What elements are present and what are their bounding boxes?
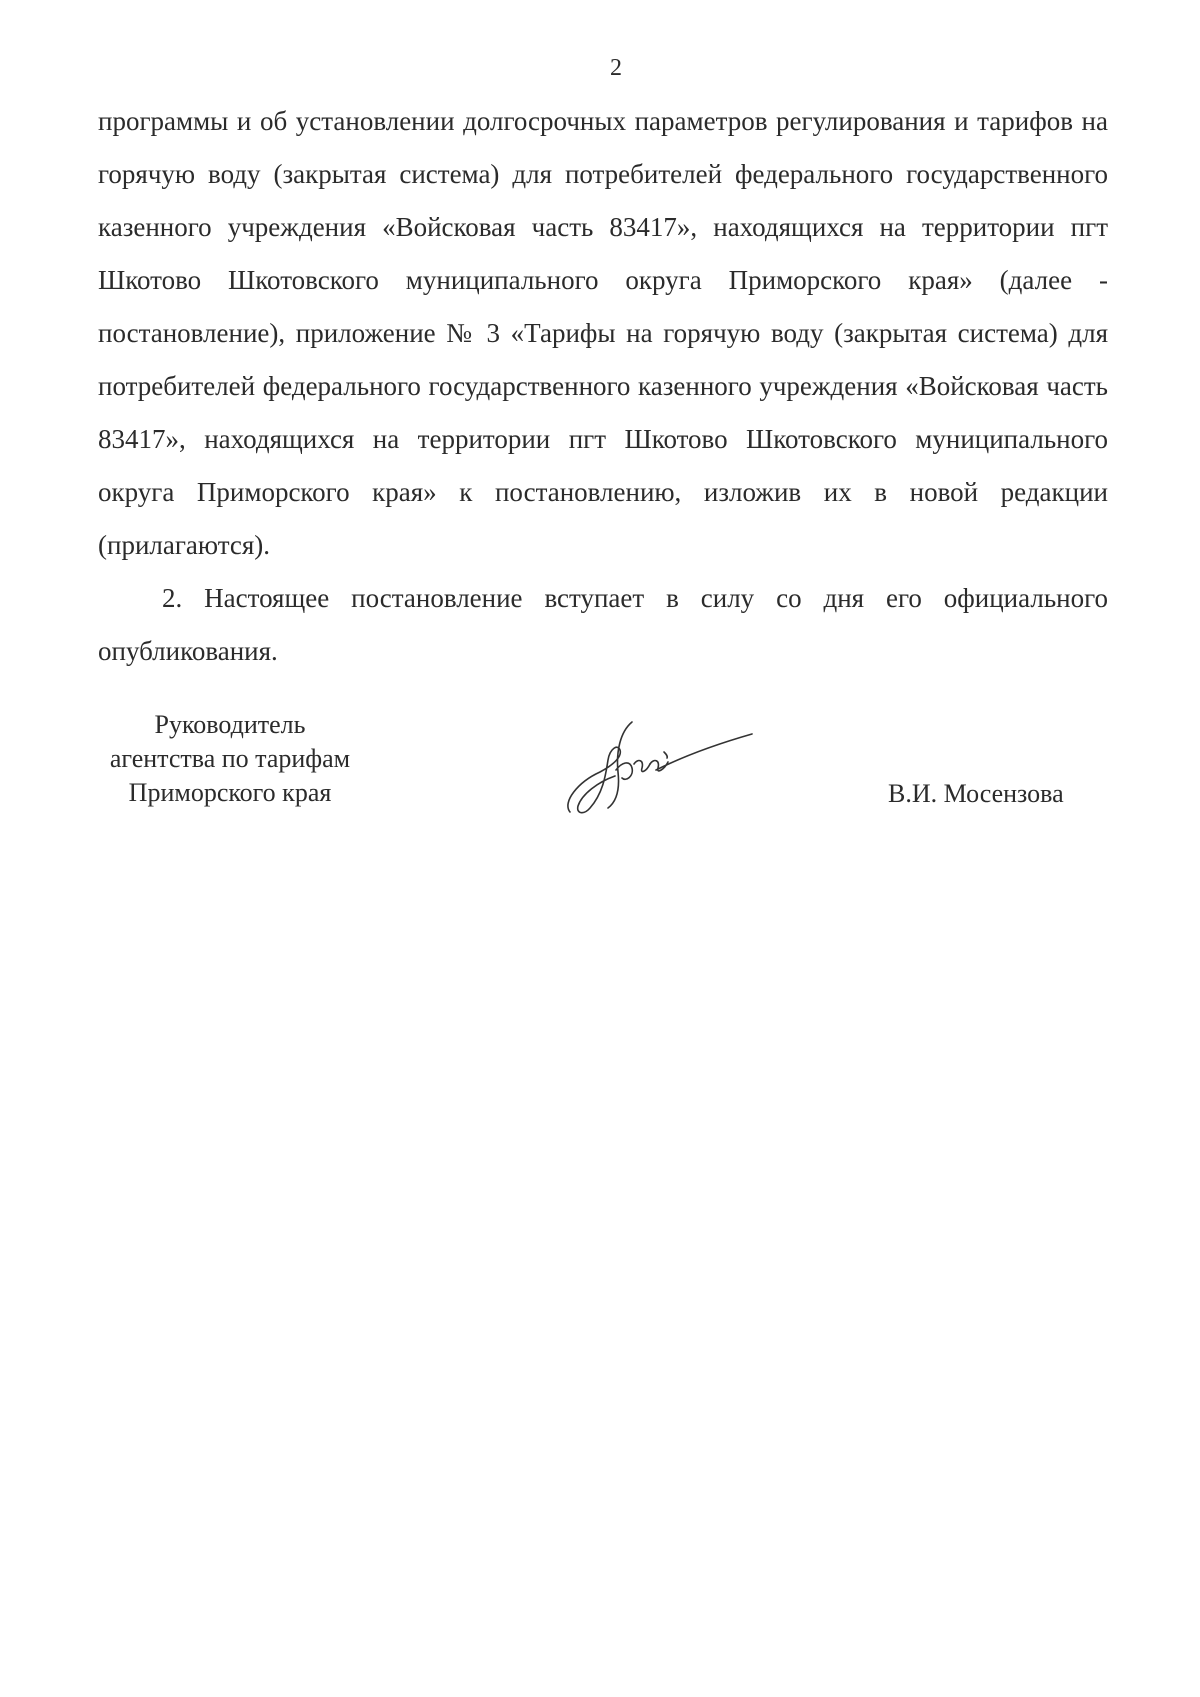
page-number: 2 xyxy=(610,55,622,81)
paragraph-continuation: программы и об установлении долгосрочных параметров регулирования и тарифов на горячую воду (закрытая система) для потребителей федерального государственного казенного учреждения «Войсковая часть 83417», находящихся на территории пгт Шкотово Шкотовского муниципального округа Приморского края» (далее - постановление), приложение № 3 «Тарифы на горячую воду (закрытая система) для потребителей федерального государственного казенного учреждения «Войсковая часть 83417», находящихся на территории пгт Шкотово Шкотовского муниципального округа Приморского края» к постановлению, изложив их в новой редакции (прилагаются). xyxy=(98,106,1108,560)
position-line: агентства по тарифам xyxy=(109,744,351,773)
signatory-position xyxy=(80,708,380,810)
paragraph-effective-date: 2. Настоящее постановление вступает в силу со дня его официального опубликования. xyxy=(98,583,1108,666)
handwritten-signature xyxy=(560,712,760,822)
position-line: Приморского края xyxy=(128,778,332,807)
document-body xyxy=(98,95,1108,678)
signer-name: В.И. Мосензова xyxy=(888,779,1064,808)
position-line: Руководитель xyxy=(154,710,306,739)
